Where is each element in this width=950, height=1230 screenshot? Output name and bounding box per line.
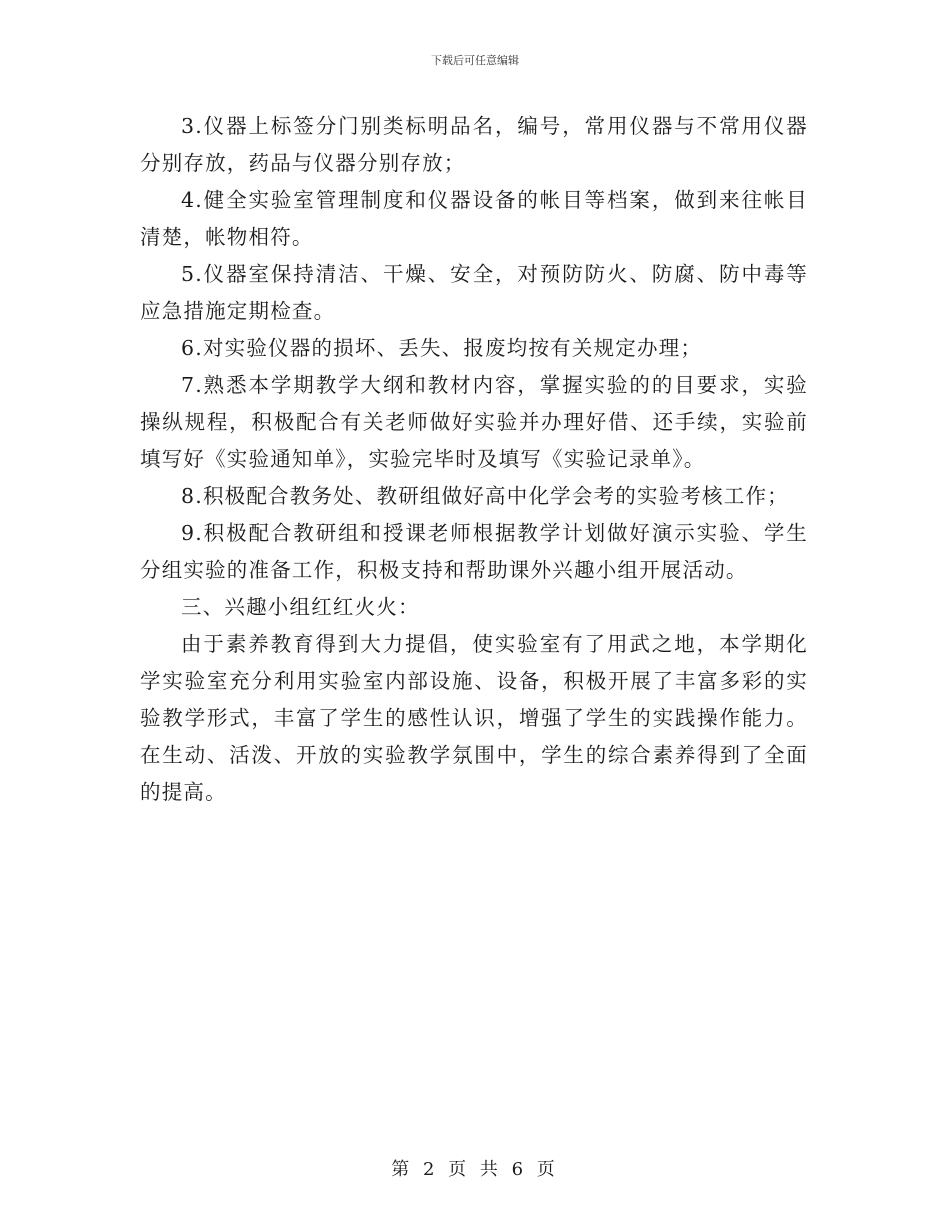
paragraph-item-6: 6.对实验仪器的损坏、丢失、报废均按有关规定办理； (181, 336, 703, 360)
section-paragraph: 由于素养教育得到大力提倡，使实验室有了用武之地，本学期化学实验室充分利用实验室内部设施、设备，积极开展了丰富多彩的实验教学形式，丰富了学生的感性认识，增强了学生的实践操作能力。在生动、活泼、开放的实验教学氛围中，学生的综合素养得到了全面的提高。 (140, 632, 808, 804)
paragraph-item-5: 5.仪器室保持清洁、干燥、安全，对预防防火、防腐、防中毒等应急措施定期检查。 (140, 262, 808, 323)
paragraph-item-3: 3.仪器上标签分门别类标明品名，编号，常用仪器与不常用仪器分别存放，药品与仪器分别存放； (140, 114, 808, 175)
paragraph-item-7: 7.熟悉本学期教学大纲和教材内容，掌握实验的的目要求，实验操纵规程，积极配合有关老师做好实验并办理好借、还手续，实验前填写好《实验通知单》，实验完毕时及填写《实验记录单》。 (140, 373, 808, 471)
page-number: 第 2 页 共 6 页 (391, 1159, 559, 1180)
section-heading: 三、兴趣小组红红火火： (181, 595, 420, 619)
header-note: 下载后可任意编辑 (431, 54, 519, 67)
paragraph-item-9: 9.积极配合教研组和授课老师根据教学计划做好演示实验、学生分组实验的准备工作，积极支持和帮助课外兴趣小组开展活动。 (140, 521, 808, 582)
document-body (140, 108, 808, 811)
paragraph-item-4: 4.健全实验室管理制度和仪器设备的帐目等档案，做到来往帐目清楚，帐物相符。 (140, 188, 808, 249)
paragraph-item-8: 8.积极配合教务处、教研组做好高中化学会考的实验考核工作； (181, 484, 789, 508)
